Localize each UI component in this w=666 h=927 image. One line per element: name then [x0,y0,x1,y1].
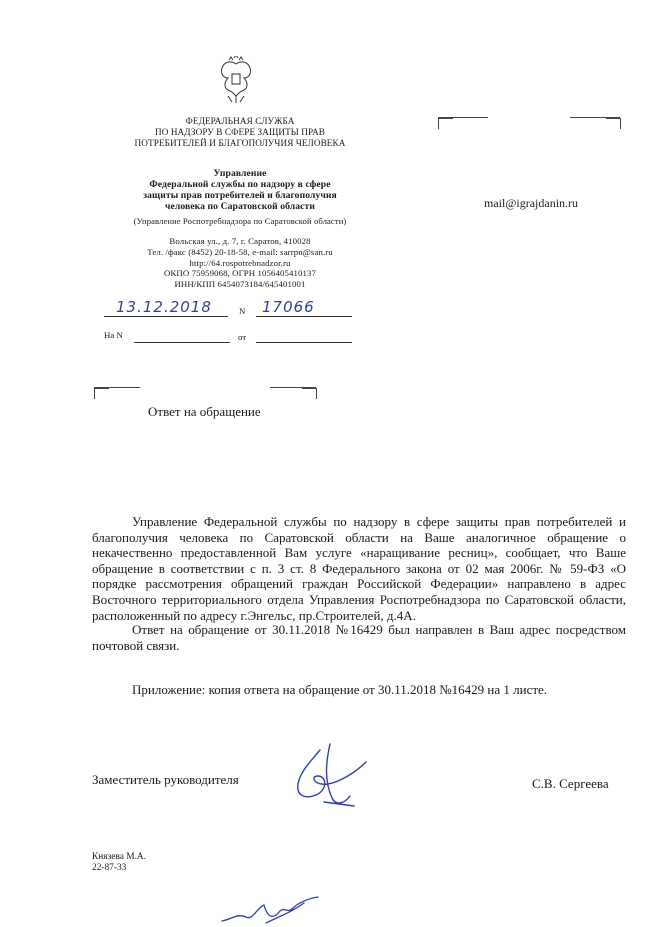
letter-subject: Ответ на обращение [148,404,261,419]
executor-block [92,852,146,874]
coat-of-arms-icon [214,56,258,104]
department-name [110,168,370,212]
executor-phone: 22-87-33 [92,863,127,873]
department-line: Федеральной службы по надзору в сфере [149,179,331,190]
handwritten-mark [218,895,328,927]
recipient-corner-left-bar [438,117,488,118]
subject-corner-left-bar [94,387,140,388]
number-label: N [239,306,246,316]
paragraph-text: Управление Федеральной службы по надзору в сфере защиты прав потребителей и благополучия человека по Саратовской области на Ваше аналогичное обращение о некачественно предоставленной Вам услуге «наращивание ресниц», сообщает, что Ваше обращение в соответствии с п. 3 ст. 8 Федерального закона от 02 мая 2006г. № 59-ФЗ «О порядке рассмотрения обращений граждан Российской Федерации» направлено в адрес Восточного территориального отдела Управления Роспотребнадзора по Саратовской области, расположенный по адресу г.Энгельс, пр.Строителей, д.4А. [92,514,626,623]
reference-number-line [134,342,230,343]
reference-date-line [256,342,352,343]
agency-name [110,116,370,149]
recipient-email: mail@igrajdanin.ru [484,196,579,210]
reference-from-label: от [238,332,247,342]
executor-name: Князева М.А. [92,852,147,862]
recipient-corner-left [438,118,453,129]
body-paragraph-1 [92,514,626,623]
department-line: Управление [213,168,267,179]
reference-label: На N [104,330,123,340]
subject-corner-right-bar [270,387,316,388]
agency-line: ПО НАДЗОРУ В СФЕРЕ ЗАЩИТЫ ПРАВ [154,127,326,137]
number-line [256,316,352,317]
date-line [104,316,228,317]
body-paragraph-2 [92,622,626,653]
department-short-name: (Управление Роспотребнадзора по Саратовской области) [133,216,347,226]
inn-kpp: ИНН/КПП 6454073184/645401001 [174,279,306,290]
handwritten-signature [270,742,380,818]
agency-line: ФЕДЕРАЛЬНАЯ СЛУЖБА [185,116,295,126]
signer-role: Заместитель руководителя [92,772,239,787]
contacts-block [110,236,370,290]
signer-name: С.В. Сергеева [532,776,609,791]
recipient-corner-right-bar [570,117,620,118]
agency-line: ПОТРЕБИТЕЛЕЙ И БЛАГОПОЛУЧИЯ ЧЕЛОВЕКА [134,138,346,148]
website: http://64.rospotrebnadzor.ru [189,257,291,268]
phone-email: Тел. /факс (8452) 20-18-58, e-mail: sarrpn@san.ru [147,246,333,257]
subject-corner-left [94,388,109,399]
paragraph-text: Ответ на обращение от 30.11.2018 №16429 был направлен в Ваш адрес посредством почтовой связи. [92,622,626,653]
department-line: защиты прав потребителей и благополучия [143,190,337,201]
registration-date: 13.12.2018 [116,298,212,316]
department-line: человека по Саратовской области [165,201,315,212]
subject-corner-right [302,388,317,399]
registration-number: 17066 [262,298,315,316]
attachment-note: Приложение: копия ответа на обращение от 30.11.2018 №16429 на 1 листе. [132,682,548,697]
recipient-corner-right [606,118,621,129]
okpo-ogrn: ОКПО 75959068, ОГРН 1056405410137 [163,268,317,279]
address: Вольская ул., д. 7, г. Саратов, 410028 [169,236,311,246]
